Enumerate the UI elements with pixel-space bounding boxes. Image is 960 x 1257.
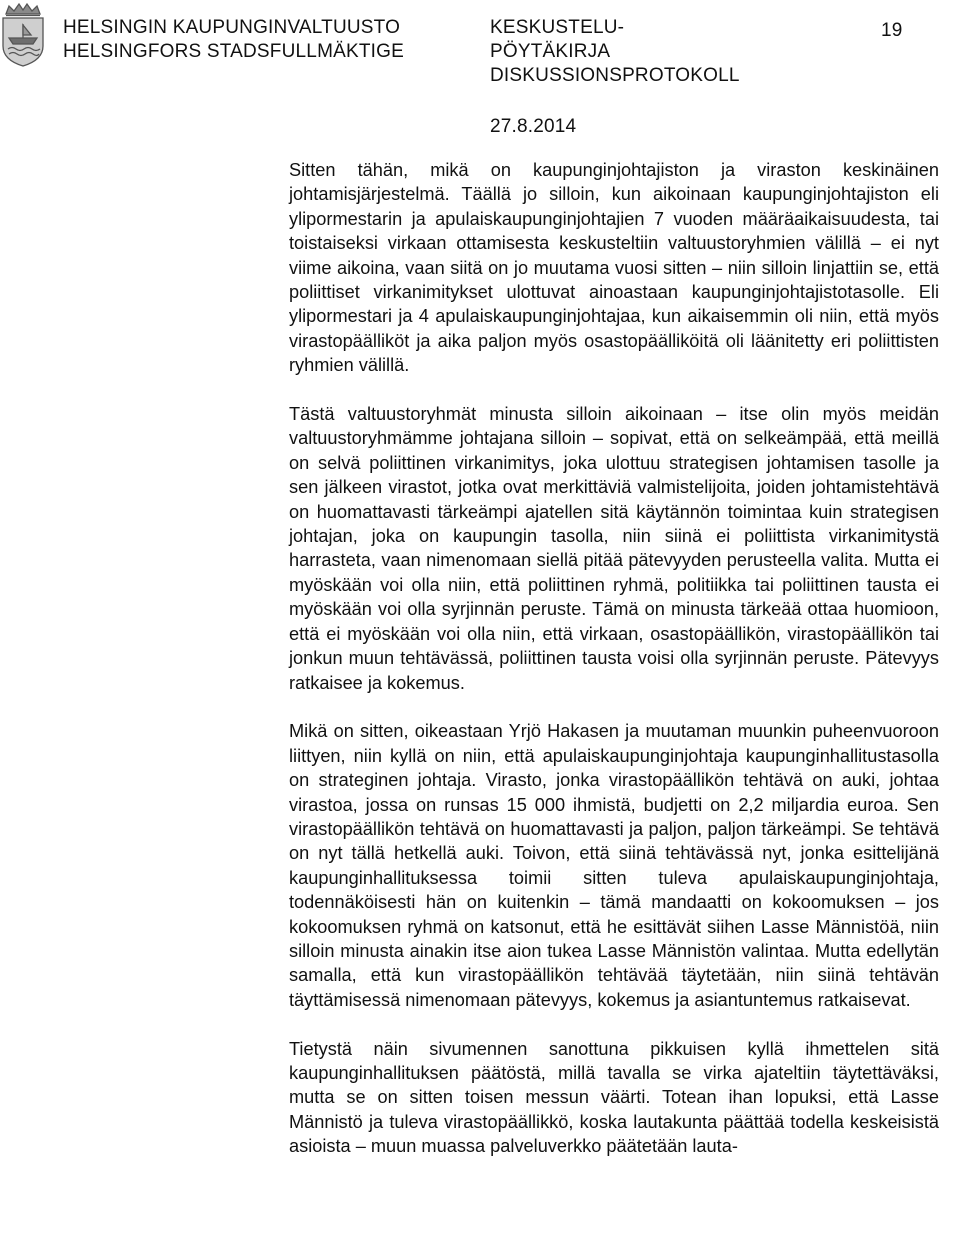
page-header xyxy=(0,0,960,140)
paragraph: Tästä valtuustoryhmät minusta silloin aikoinaan – itse olin myös meidän valtuustoryhmämme johtajana silloin – sopivat, että on selkeämpää, että meillä on selvä poliittinen virkanimitys, joka ulottuu strategisen johtamisen tasolle ja sen jälkeen virastot, jotka ovat merkittäviä valmistelijoita, joiden johtamistehtävä on huomattavasti tärkeämpi ajatellen sitä käytännön toimintaa kuin strategisen johtajan, joka on kaupungin tasolla, niin siinä ei poliittista virkanimitystä harrasteta, vaan nimenomaan siellä pitää pätevyyden perusteella valita. Mutta ei myöskään voi olla niin, että poliittinen ryhmä, politiikka tai poliittinen tausta ei myöskään voi olla syrjinnän peruste. Tämä on minusta tärkeää ottaa huomioon, että ei myöskään voi olla niin, että virkaan, osastopäällikön, virastopäällikön tai jonkun muun tehtävässä, poliittinen tausta voisi olla syrjinnän peruste. Pätevyys ratkaisee ja kokemus. xyxy=(289,404,939,693)
paragraph: Mikä on sitten, oikeastaan Yrjö Hakasen ja muutaman muunkin puheenvuoroon liittyen, niin kyllä on niin, että apulaiskaupunginjohtaja kaupunginhallitustasolla on strateginen johtaja. Virasto, jonka virastopäällikön tehtävä on auki, johtaa virastoa, jossa on runsas 15 000 ihmistä, budjetti on 2,2 miljardia euroa. Sen virastopäällikön tehtävä on huomattavasti ja paljon, paljon tärkeämpi. Se tehtävä on nyt tällä hetkellä auki. Toivon, että siinä tehtävässä nyt, jonka esittelijänä kaupunginhallituksessa toimii sitten tuleva apulaiskaupunginjohtaja, todennäköisesti hän on kuitenkin – tämä mandaatti on kokoomuksen – jos kokoomuksen ryhmä on katsonut, että he esittävät siihen Lasse Männistöä, niin silloin minusta ainakin itse aion tukea Lasse Männistön valintaa. Mutta edellytän samalla, että kun virastopäällikön tehtävää täytetään, niin siinä tehtävän täyttämisessä nimenomaan pätevyys, kokemus ja asiantuntemus ratkaisevat. xyxy=(289,721,939,1010)
helsinki-crest-icon xyxy=(0,2,46,68)
document-type-line-2: PÖYTÄKIRJA xyxy=(490,41,611,62)
document-type-line-1: KESKUSTELU- xyxy=(490,17,625,38)
document-type-line-3: DISKUSSIONSPROTOKOLL xyxy=(490,65,740,86)
page-number: 19 xyxy=(881,20,903,41)
document-date: 27.8.2014 xyxy=(490,116,577,137)
document-body xyxy=(289,158,939,1159)
organization-name-fi: HELSINGIN KAUPUNGINVALTUUSTO xyxy=(63,17,401,38)
organization-name-sv: HELSINGFORS STADSFULLMÄKTIGE xyxy=(63,41,404,62)
paragraph: Sitten tähän, mikä on kaupunginjohtajiston ja viraston keskinäinen johtamisjärjestelmä. Täällä jo silloin, kun aikoinaan kaupunginjohtajiston eli ylipormestarin ja apulaiskaupunginjohtajien 7 vuoden määräaikaisuudesta, tai toistaiseksi virkaan ottamisesta keskusteltiin valtuustoryhmien välillä – ei nyt viime aikoina, vaan siitä on jo muutama vuosi sitten – niin silloin linjattiin se, että poliittiset virkanimitykset ulottuvat ainoastaan kaupunginjohtajistotasolle. Eli ylipormestari ja 4 apulaiskaupunginjohtajaa, kun aikaisemmin oli niin, että myös virastopäälliköt ja aika paljon myös osastopäälliköitä oli läänitetty eri poliittisten ryhmien välillä. xyxy=(289,160,939,376)
paragraph: Tietystä näin sivumennen sanottuna pikkuisen kyllä ihmettelen sitä kaupunginhallituksen päätöstä, millä tavalla se virka ajateltiin täytettäväksi, mutta se on sitten toisen messun väärti. Totean ihan lopuksi, että Lasse Männistö ja tuleva virastopäällikkö, koska lautakunta päättää todella keskeisistä asioista – muun muassa palveluverkko päätetään lauta- xyxy=(289,1038,939,1157)
